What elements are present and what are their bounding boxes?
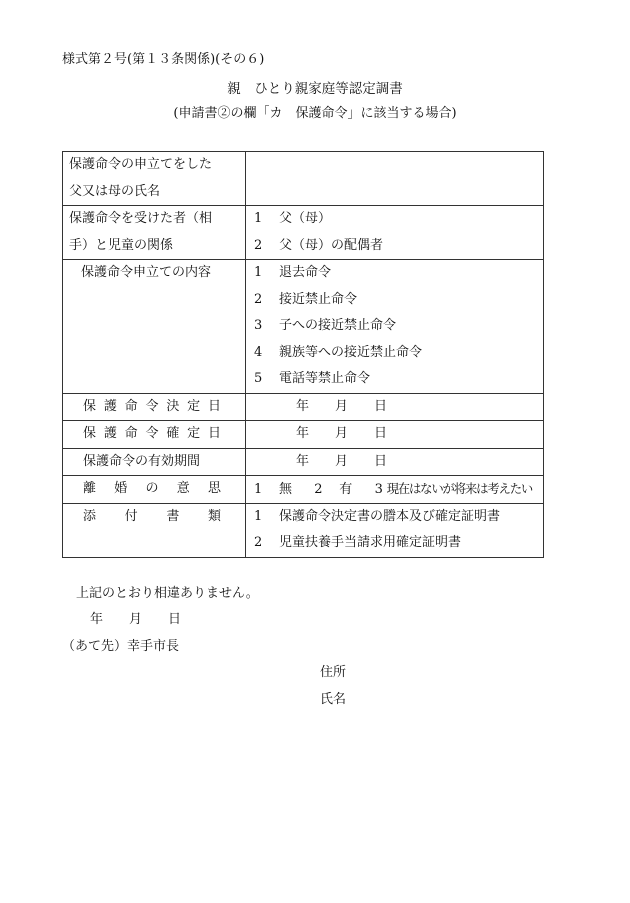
certification-table — [62, 151, 544, 558]
applicant-name-field[interactable] — [246, 152, 544, 206]
label-char: 類 — [207, 508, 221, 524]
label-char: 書 — [166, 508, 180, 524]
option-number: 1 — [254, 211, 263, 226]
option-text: 無 — [279, 482, 293, 497]
relation-option-1[interactable] — [254, 206, 543, 233]
option-text: 子への接近禁止命令 — [279, 318, 397, 333]
label-char: 添 — [83, 508, 97, 524]
address-label: 住所 — [320, 665, 347, 680]
decision-date-field[interactable] — [246, 393, 544, 421]
label-char: 保 — [83, 426, 97, 441]
label-char: 命 — [124, 426, 138, 441]
relation-row — [63, 206, 544, 260]
relation-label — [63, 206, 246, 260]
label-char: 定 — [187, 398, 201, 414]
page-subtitle: (申請書②の欄「カ 保護命令」に該当する場合) — [173, 106, 457, 121]
option-number: 3 — [374, 482, 383, 497]
form-number: 様式第２号(第１３条関係)(その６) — [62, 52, 265, 67]
divorce-option-1[interactable] — [254, 482, 292, 497]
decision-date-value: 年 月 日 — [296, 398, 388, 414]
content-option-5[interactable] — [254, 366, 543, 393]
relation-label-line2: 手）と児童の関係 — [69, 237, 174, 253]
divorce-option-3[interactable] — [375, 482, 532, 497]
option-text: 父（母） — [279, 211, 332, 226]
label-char: 離 — [83, 481, 97, 496]
option-number: 2 — [254, 291, 263, 307]
relation-options — [246, 206, 544, 260]
confirm-date-field[interactable] — [246, 421, 544, 449]
validity-value: 年 月 日 — [296, 453, 388, 469]
validity-label-text: 保護命令の有効期間 — [83, 453, 201, 469]
content-label-text: 保護命令申立ての内容 — [81, 265, 212, 280]
option-text: 退去命令 — [279, 265, 332, 280]
validity-label — [63, 448, 246, 476]
option-number: 1 — [254, 508, 263, 524]
label-char: 命 — [124, 398, 138, 414]
validity-row — [63, 448, 544, 476]
signature-date[interactable]: 年 月 日 — [90, 612, 182, 627]
divorce-option-2[interactable] — [314, 482, 352, 497]
option-text: 有 — [339, 482, 353, 497]
label-char: 婚 — [114, 481, 128, 496]
applicant-label-line2: 父又は母の氏名 — [69, 183, 161, 199]
page-title: 親 ひとり親家庭等認定調書 — [227, 81, 403, 97]
label-char: 決 — [166, 398, 180, 414]
option-text: 電話等禁止命令 — [279, 371, 371, 386]
option-number: 3 — [254, 318, 263, 333]
label-char: の — [145, 481, 159, 496]
option-number: 2 — [254, 535, 263, 550]
content-label — [63, 260, 246, 394]
option-text: 親族等への接近禁止命令 — [279, 344, 423, 360]
content-option-1[interactable] — [254, 260, 543, 287]
option-text: 接近禁止命令 — [279, 291, 358, 307]
attachment-option-1[interactable] — [254, 504, 543, 531]
option-number: 1 — [254, 482, 263, 497]
content-option-4[interactable] — [254, 340, 543, 367]
option-text: 保護命令決定書の謄本及び確定証明書 — [279, 508, 501, 524]
name-label: 氏名 — [320, 692, 347, 707]
attachment-option-2[interactable] — [254, 530, 543, 557]
option-text: 父（母）の配偶者 — [279, 237, 384, 253]
label-char: 定 — [187, 426, 201, 441]
relation-label-line1: 保護命令を受けた者（相 — [69, 211, 213, 226]
option-number: 2 — [314, 482, 323, 497]
confirm-date-label — [63, 421, 246, 449]
attachment-row — [63, 503, 544, 557]
divorce-row — [63, 476, 544, 504]
applicant-label-line1: 保護命令の申立てをした — [69, 157, 213, 172]
attachment-options — [246, 503, 544, 557]
label-char: 付 — [124, 508, 138, 524]
content-options — [246, 260, 544, 394]
addressee: （あて先）幸手市長 — [62, 639, 180, 654]
option-text: 児童扶養手当請求用確定証明書 — [279, 535, 462, 550]
label-char: 令 — [145, 426, 159, 441]
label-char: 意 — [176, 481, 190, 496]
applicant-row — [63, 152, 544, 206]
label-char: 護 — [103, 426, 117, 441]
label-char: 護 — [103, 398, 117, 414]
label-char: 日 — [207, 426, 221, 441]
label-char: 保 — [83, 398, 97, 414]
content-option-2[interactable] — [254, 287, 543, 314]
content-option-3[interactable] — [254, 313, 543, 340]
option-number: 4 — [254, 344, 263, 360]
confirm-date-row — [63, 421, 544, 449]
content-row — [63, 260, 544, 394]
divorce-label — [63, 476, 246, 504]
option-text: 現在はないが将来は考えたい — [386, 481, 533, 496]
option-number: 5 — [254, 371, 263, 386]
decision-date-row — [63, 393, 544, 421]
applicant-label — [63, 152, 246, 206]
label-char: 思 — [207, 481, 221, 496]
option-number: 2 — [254, 237, 263, 253]
label-char: 確 — [166, 426, 180, 441]
option-number: 1 — [254, 265, 263, 280]
decision-date-label — [63, 393, 246, 421]
relation-option-2[interactable] — [254, 233, 543, 260]
attachment-label — [63, 503, 246, 557]
validity-field[interactable] — [246, 448, 544, 476]
label-char: 令 — [145, 398, 159, 414]
confirm-date-value: 年 月 日 — [296, 426, 388, 441]
label-char: 日 — [207, 398, 221, 414]
divorce-options — [246, 476, 544, 504]
affirmation-text: 上記のとおり相違ありません。 — [76, 586, 259, 601]
